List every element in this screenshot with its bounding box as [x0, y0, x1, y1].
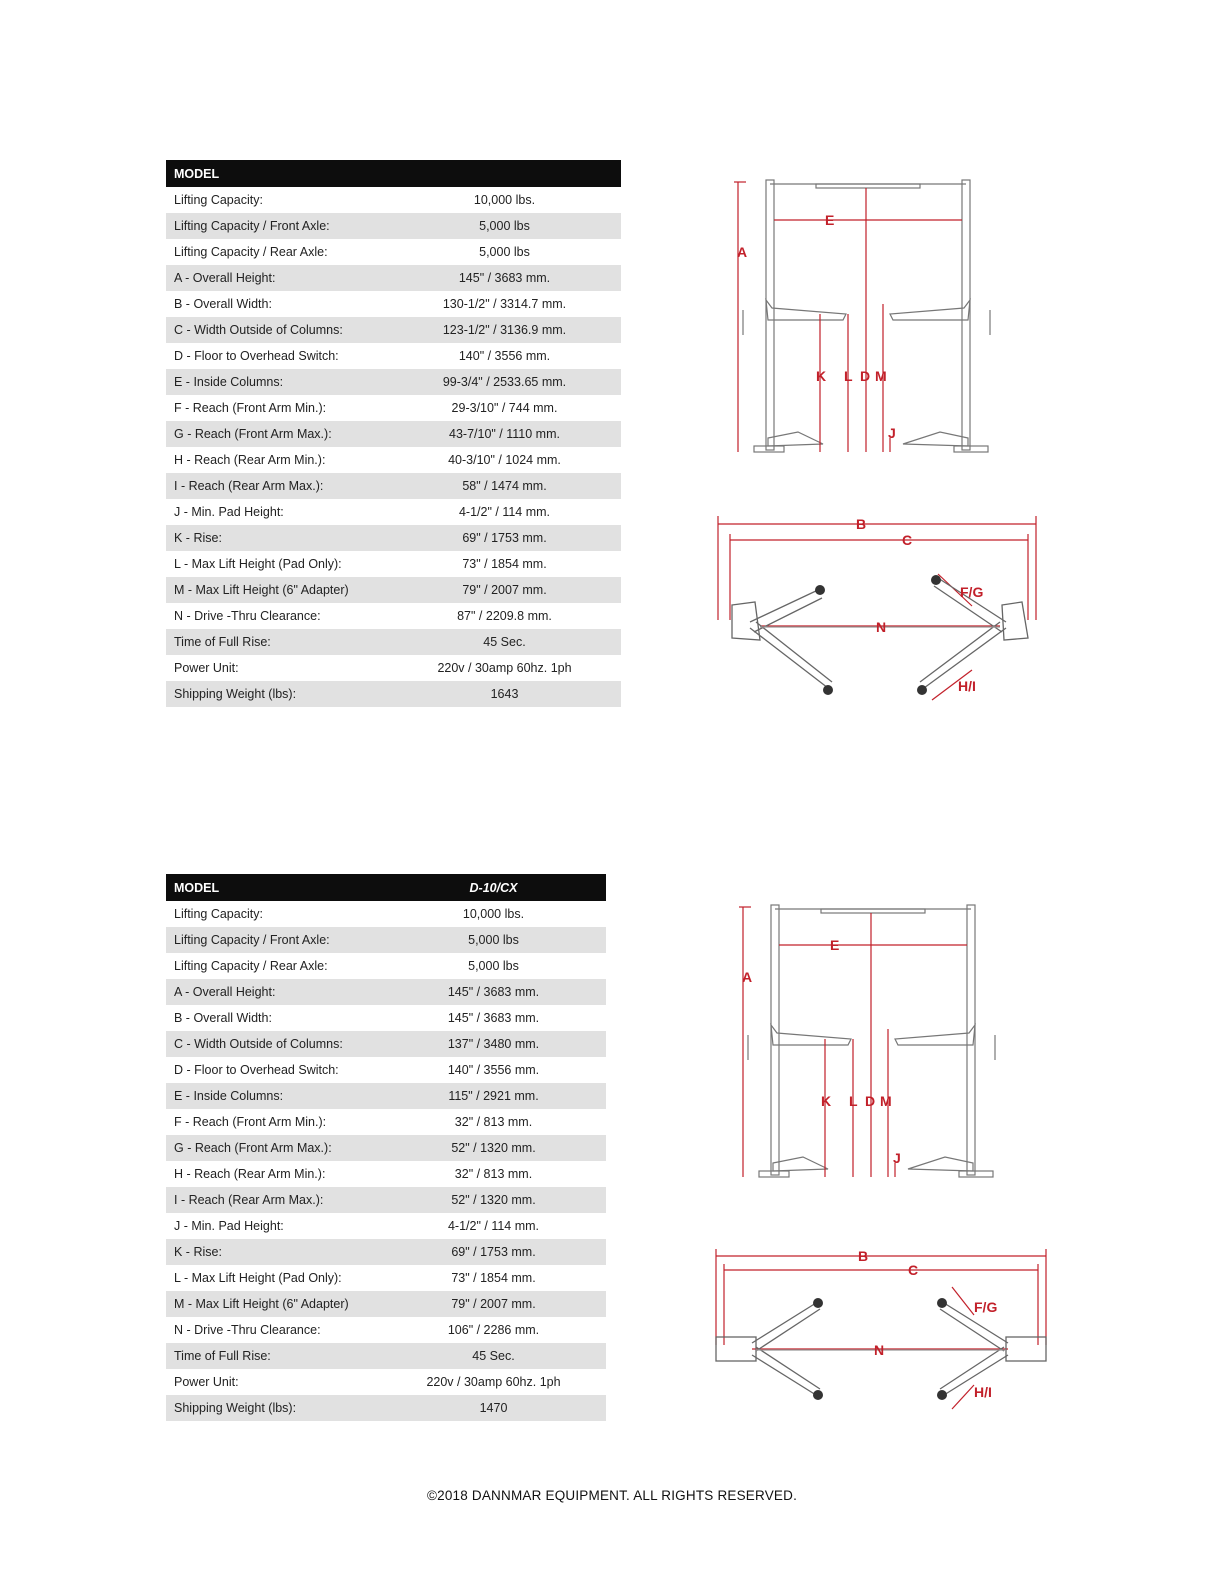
spec-value: 140" / 3556 mm.	[381, 1057, 606, 1083]
spec-value: 5,000 lbs	[381, 927, 606, 953]
table-row	[166, 551, 621, 577]
spec-value: 10,000 lbs.	[388, 187, 621, 213]
copyright-footer: ©2018 DANNMAR EQUIPMENT. ALL RIGHTS RESERVED.	[426, 1488, 798, 1503]
table-row	[166, 1109, 606, 1135]
spec-label: Lifting Capacity / Rear Axle:	[166, 953, 381, 979]
table-row	[166, 265, 621, 291]
table-row	[166, 1161, 606, 1187]
table-row	[166, 979, 606, 1005]
table-row	[166, 1005, 606, 1031]
spec-label: K - Rise:	[166, 525, 388, 551]
spec-value: 73" / 1854 mm.	[388, 551, 621, 577]
front-view-diagram-1	[728, 170, 1008, 465]
dim-label-hi: H/I	[958, 678, 976, 694]
dim-label-a: A	[737, 244, 748, 260]
spec-label: H - Reach (Rear Arm Min.):	[166, 447, 388, 473]
spec-label: L - Max Lift Height (Pad Only):	[166, 1265, 381, 1291]
dim-label-j: J	[888, 425, 896, 441]
spec-value: 4-1/2" / 114 mm.	[388, 499, 621, 525]
spec-label: A - Overall Height:	[166, 979, 381, 1005]
spec-label: I - Reach (Rear Arm Max.):	[166, 1187, 381, 1213]
spec-value: 69" / 1753 mm.	[388, 525, 621, 551]
table-row	[166, 395, 621, 421]
table-row	[166, 1213, 606, 1239]
table-row	[166, 239, 621, 265]
table-row	[166, 473, 621, 499]
spec-value: 220v / 30amp 60hz. 1ph	[381, 1369, 606, 1395]
spec-value: 45 Sec.	[381, 1343, 606, 1369]
spec-label: F - Reach (Front Arm Min.):	[166, 395, 388, 421]
spec-value: 1643	[388, 681, 621, 707]
spec-value: 79" / 2007 mm.	[388, 577, 621, 603]
spec-label: B - Overall Width:	[166, 291, 388, 317]
dim-label-l: L	[844, 368, 853, 384]
table-row	[166, 1135, 606, 1161]
spec-value: 32" / 813 mm.	[381, 1161, 606, 1187]
spec-value: 4-1/2" / 114 mm.	[381, 1213, 606, 1239]
spec-label: D - Floor to Overhead Switch:	[166, 343, 388, 369]
spec-value: 5,000 lbs	[388, 213, 621, 239]
dim-label-d: D	[865, 1093, 876, 1109]
dim-label-k: K	[821, 1093, 832, 1109]
table-row	[166, 499, 621, 525]
table-row	[166, 1343, 606, 1369]
dim-label-c: C	[902, 532, 913, 548]
spec-value: 1470	[381, 1395, 606, 1421]
dim-label-m: M	[880, 1093, 892, 1109]
dimension-lines	[716, 1249, 1046, 1409]
dim-label-b: B	[858, 1248, 869, 1264]
table-row	[166, 1083, 606, 1109]
table-row	[166, 291, 621, 317]
dim-label-a: A	[742, 969, 753, 985]
table-header	[166, 160, 621, 187]
dim-label-fg: F/G	[960, 584, 984, 600]
spec-label: E - Inside Columns:	[166, 1083, 381, 1109]
dim-label-fg: F/G	[974, 1299, 998, 1315]
table-row	[166, 629, 621, 655]
spec-label: E - Inside Columns:	[166, 369, 388, 395]
spec-label: Shipping Weight (lbs):	[166, 1395, 381, 1421]
table-row	[166, 1057, 606, 1083]
spec-label: Time of Full Rise:	[166, 1343, 381, 1369]
spec-label: L - Max Lift Height (Pad Only):	[166, 551, 388, 577]
spec-value: 45 Sec.	[388, 629, 621, 655]
spec-value: 87" / 2209.8 mm.	[388, 603, 621, 629]
table-row	[166, 577, 621, 603]
table-row	[166, 1291, 606, 1317]
spec-value: 10,000 lbs.	[381, 901, 606, 927]
spec-value: 73" / 1854 mm.	[381, 1265, 606, 1291]
dim-label-e: E	[825, 212, 835, 228]
spec-value: 106" / 2286 mm.	[381, 1317, 606, 1343]
spec-value: 130-1/2" / 3314.7 mm.	[388, 291, 621, 317]
lift-pads	[815, 575, 941, 695]
spec-label: Lifting Capacity / Front Axle:	[166, 213, 388, 239]
spec-rows	[166, 187, 621, 707]
spec-value: 145" / 3683 mm.	[381, 1005, 606, 1031]
front-view-diagram-2	[733, 895, 1013, 1190]
spec-value: 40-3/10" / 1024 mm.	[388, 447, 621, 473]
spec-value: 140" / 3556 mm.	[388, 343, 621, 369]
spec-label: N - Drive -Thru Clearance:	[166, 1317, 381, 1343]
spec-label: Lifting Capacity / Rear Axle:	[166, 239, 388, 265]
spec-label: Lifting Capacity:	[166, 901, 381, 927]
spec-label: J - Min. Pad Height:	[166, 499, 388, 525]
model-header-label: MODEL	[166, 874, 381, 901]
spec-label: C - Width Outside of Columns:	[166, 317, 388, 343]
table-header	[166, 874, 606, 901]
model-header-value	[388, 160, 621, 187]
spec-value: 32" / 813 mm.	[381, 1109, 606, 1135]
spec-label: A - Overall Height:	[166, 265, 388, 291]
spec-label: Time of Full Rise:	[166, 629, 388, 655]
spec-table-1	[166, 160, 621, 707]
spec-value: 5,000 lbs	[381, 953, 606, 979]
table-row	[166, 603, 621, 629]
spec-label: M - Max Lift Height (6" Adapter)	[166, 1291, 381, 1317]
spec-rows	[166, 901, 606, 1421]
dim-label-n: N	[876, 619, 887, 635]
spec-value: 145" / 3683 mm.	[388, 265, 621, 291]
table-row	[166, 343, 621, 369]
table-row	[166, 447, 621, 473]
table-row	[166, 927, 606, 953]
spec-value: 69" / 1753 mm.	[381, 1239, 606, 1265]
spec-label: D - Floor to Overhead Switch:	[166, 1057, 381, 1083]
spec-label: Power Unit:	[166, 655, 388, 681]
table-row	[166, 1369, 606, 1395]
dim-label-c: C	[908, 1262, 919, 1278]
spec-table-2	[166, 874, 606, 1421]
table-row	[166, 681, 621, 707]
dim-label-e: E	[830, 937, 840, 953]
dim-label-n: N	[874, 1342, 885, 1358]
spec-label: I - Reach (Rear Arm Max.):	[166, 473, 388, 499]
spec-value: 5,000 lbs	[388, 239, 621, 265]
dim-label-j: J	[893, 1150, 901, 1166]
spec-label: K - Rise:	[166, 1239, 381, 1265]
spec-value: 79" / 2007 mm.	[381, 1291, 606, 1317]
dim-label-hi: H/I	[974, 1384, 992, 1400]
table-row	[166, 525, 621, 551]
table-row	[166, 1239, 606, 1265]
spec-value: 137" / 3480 mm.	[381, 1031, 606, 1057]
table-row	[166, 901, 606, 927]
table-row	[166, 213, 621, 239]
spec-label: Shipping Weight (lbs):	[166, 681, 388, 707]
spec-label: Lifting Capacity:	[166, 187, 388, 213]
model-header-value: D-10/CX	[381, 874, 606, 901]
spec-value: 99-3/4" / 2533.65 mm.	[388, 369, 621, 395]
spec-label: M - Max Lift Height (6" Adapter)	[166, 577, 388, 603]
table-row	[166, 1265, 606, 1291]
top-view-diagram-1	[710, 510, 1045, 710]
table-row	[166, 421, 621, 447]
spec-label: Power Unit:	[166, 1369, 381, 1395]
table-row	[166, 369, 621, 395]
top-view-diagram-2	[712, 1245, 1052, 1415]
dimension-lines	[718, 516, 1036, 700]
dim-label-d: D	[860, 368, 871, 384]
spec-value: 123-1/2" / 3136.9 mm.	[388, 317, 621, 343]
table-row	[166, 1395, 606, 1421]
model-header-label: MODEL	[166, 160, 388, 187]
table-row	[166, 187, 621, 213]
spec-label: B - Overall Width:	[166, 1005, 381, 1031]
table-row	[166, 655, 621, 681]
spec-value: 145" / 3683 mm.	[381, 979, 606, 1005]
spec-value: 43-7/10" / 1110 mm.	[388, 421, 621, 447]
spec-label: C - Width Outside of Columns:	[166, 1031, 381, 1057]
spec-value: 29-3/10" / 744 mm.	[388, 395, 621, 421]
spec-label: H - Reach (Rear Arm Min.):	[166, 1161, 381, 1187]
spec-value: 220v / 30amp 60hz. 1ph	[388, 655, 621, 681]
spec-label: G - Reach (Front Arm Max.):	[166, 1135, 381, 1161]
spec-label: Lifting Capacity / Front Axle:	[166, 927, 381, 953]
table-row	[166, 953, 606, 979]
table-row	[166, 317, 621, 343]
table-row	[166, 1187, 606, 1213]
spec-value: 52" / 1320 mm.	[381, 1135, 606, 1161]
spec-label: J - Min. Pad Height:	[166, 1213, 381, 1239]
spec-value: 115" / 2921 mm.	[381, 1083, 606, 1109]
dim-label-l: L	[849, 1093, 858, 1109]
spec-value: 52" / 1320 mm.	[381, 1187, 606, 1213]
dim-label-m: M	[875, 368, 887, 384]
spec-label: F - Reach (Front Arm Min.):	[166, 1109, 381, 1135]
table-row	[166, 1031, 606, 1057]
spec-label: N - Drive -Thru Clearance:	[166, 603, 388, 629]
dim-label-k: K	[816, 368, 827, 384]
spec-value: 58" / 1474 mm.	[388, 473, 621, 499]
dim-label-b: B	[856, 516, 867, 532]
spec-label: G - Reach (Front Arm Max.):	[166, 421, 388, 447]
table-row	[166, 1317, 606, 1343]
